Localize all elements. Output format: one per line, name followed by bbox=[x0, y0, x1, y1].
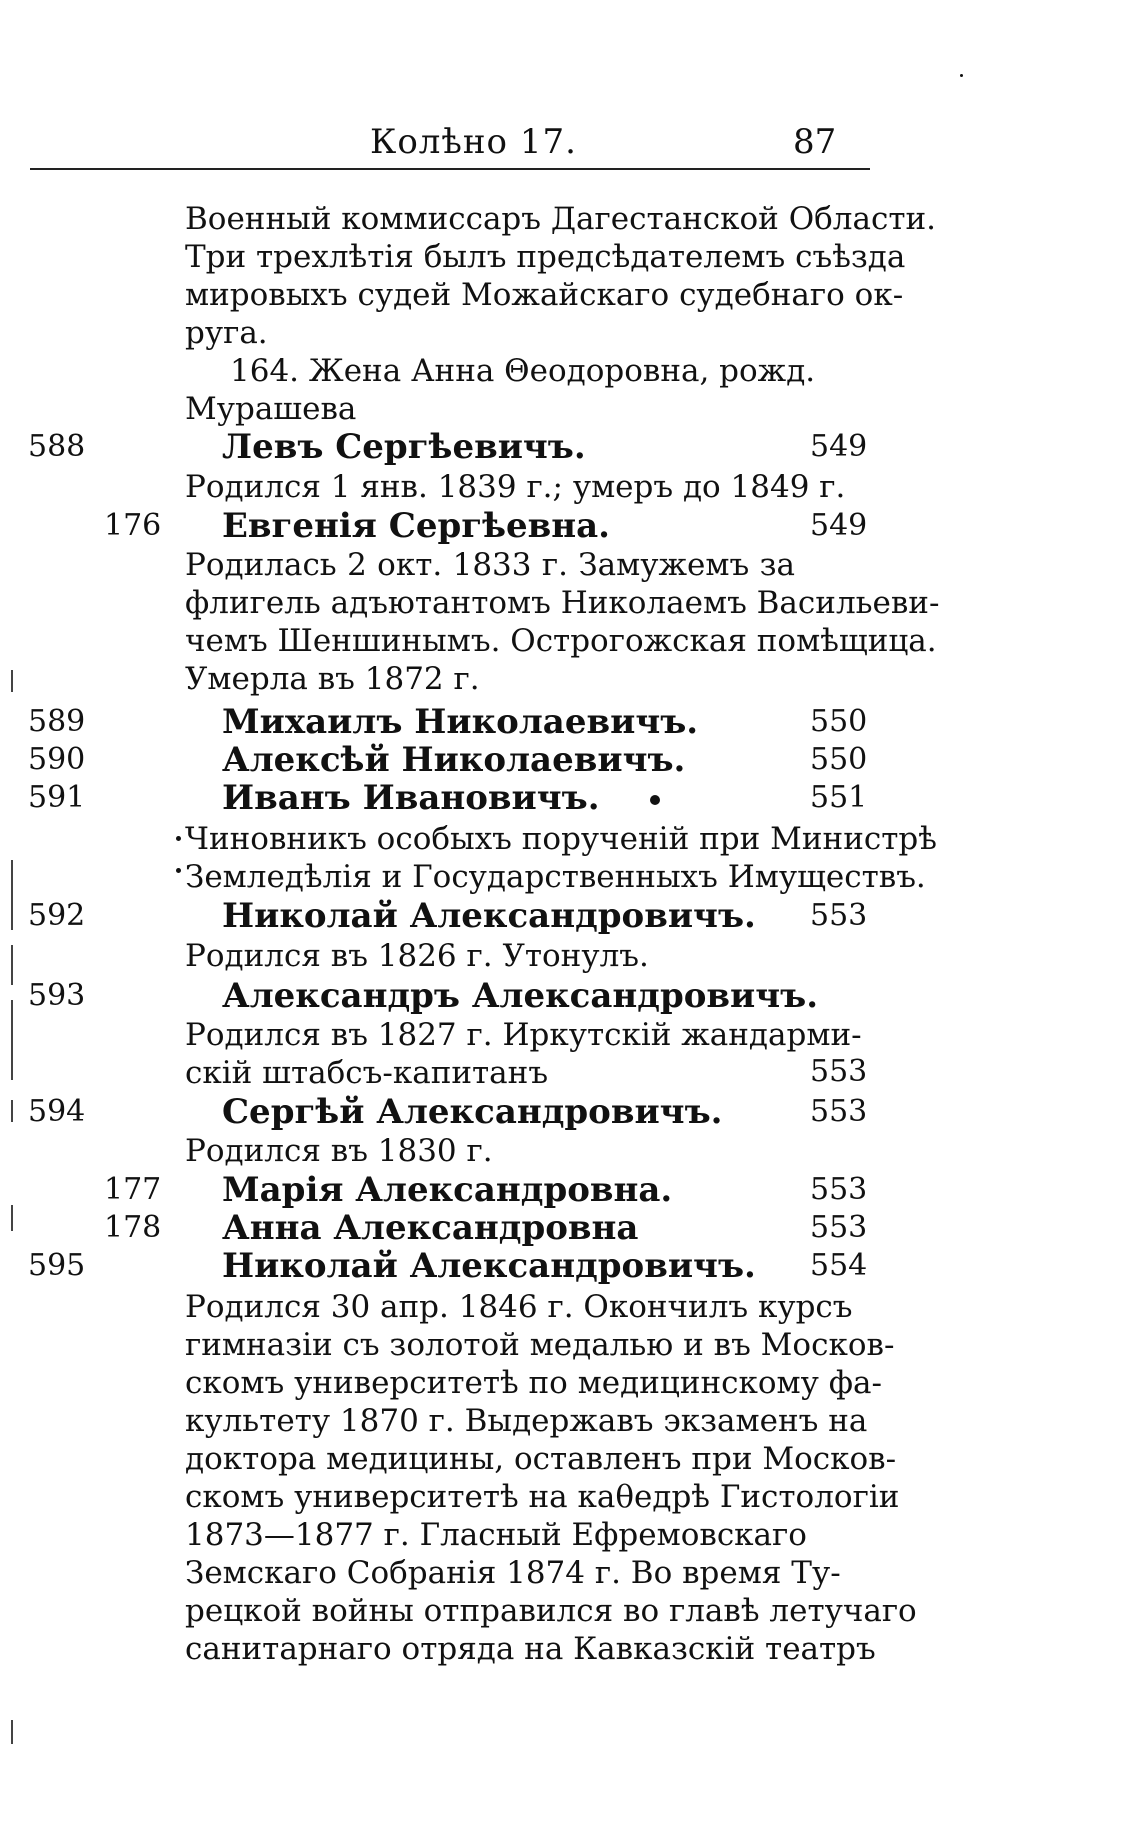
text-line: санитарнаго отряда на Кавказскій театръ bbox=[185, 1631, 876, 1667]
entry-number-right: 553 bbox=[810, 898, 868, 933]
margin-mark bbox=[11, 1100, 13, 1122]
text-line: Родилась 2 окт. 1833 г. Замужемъ за bbox=[185, 547, 795, 583]
margin-mark bbox=[11, 860, 13, 930]
person-name: Алексѣй Николаевичъ. bbox=[222, 740, 686, 780]
text-line: Родился въ 1827 г. Иркутскій жандарми- bbox=[185, 1017, 862, 1053]
entry-number-left: 588 bbox=[28, 429, 86, 464]
person-name: Николай Александровичъ. bbox=[222, 896, 756, 936]
entry-number-left: 590 bbox=[28, 742, 86, 777]
person-name: Евгенія Сергѣевна. bbox=[222, 506, 610, 546]
entry-number-right: 550 bbox=[810, 742, 868, 777]
text-line: Земскаго Собранія 1874 г. Во время Ту- bbox=[185, 1555, 841, 1591]
entry-number-right: 554 bbox=[810, 1248, 868, 1283]
person-name: Анна Александровна bbox=[222, 1208, 639, 1248]
person-name: Александръ Александровичъ. bbox=[222, 976, 819, 1016]
person-name: Николай Александровичъ. bbox=[222, 1246, 756, 1286]
text-line: руга. bbox=[185, 315, 268, 351]
margin-mark bbox=[11, 1720, 13, 1744]
text-line: флигель адъютантомъ Николаемъ Васильеви- bbox=[185, 585, 940, 621]
person-name: Иванъ Ивановичъ. bbox=[222, 778, 600, 818]
margin-mark bbox=[11, 1205, 13, 1231]
text-line: культету 1870 г. Выдержавъ экзаменъ на bbox=[185, 1403, 868, 1439]
entry-number-left: 592 bbox=[28, 898, 86, 933]
entry-number-left: 595 bbox=[28, 1248, 86, 1283]
text-line: чемъ Шеншинымъ. Острогожская помѣщица. bbox=[185, 623, 937, 659]
text-line: Родился въ 1830 г. bbox=[185, 1133, 493, 1169]
text-line: мировыхъ судей Можайскаго судебнаго ок- bbox=[185, 277, 904, 313]
text-line: Три трехлѣтія былъ предсѣдателемъ съѣзда bbox=[185, 239, 906, 275]
entry-number-left: 594 bbox=[28, 1094, 86, 1129]
person-name: Марія Александровна. bbox=[222, 1170, 673, 1210]
text-line: Мурашева bbox=[185, 391, 357, 427]
entry-number-right: 553 bbox=[810, 1094, 868, 1129]
person-name: Сергѣй Александровичъ. bbox=[222, 1092, 723, 1132]
text-line: Земледѣлія и Государственныхъ Имуществъ. bbox=[185, 859, 926, 895]
text-line: 1873—1877 г. Гласный Ефремовскаго bbox=[185, 1517, 807, 1553]
stray-mark bbox=[176, 868, 181, 873]
text-line: Военный коммиссаръ Дагестанской Области. bbox=[185, 201, 936, 237]
margin-mark bbox=[11, 945, 13, 985]
text-line: 164. Жена Анна Θеодоровна, рожд. bbox=[230, 353, 816, 389]
stray-mark bbox=[960, 74, 963, 77]
entry-number-left: 593 bbox=[28, 978, 86, 1013]
text-line: Родился въ 1826 г. Утонулъ. bbox=[185, 938, 649, 974]
entry-number-mid: 176 bbox=[104, 508, 162, 543]
entry-number-right: 549 bbox=[810, 429, 868, 464]
text-line: Родился 1 янв. 1839 г.; умеръ до 1849 г. bbox=[185, 469, 846, 505]
margin-mark bbox=[11, 1000, 13, 1080]
person-name: Левъ Сергѣевичъ. bbox=[222, 427, 586, 467]
entry-number-left: 591 bbox=[28, 780, 86, 815]
text-line: скій штабсъ-капитанъ bbox=[185, 1055, 549, 1091]
text-line: скомъ университетѣ по медицинскому фа- bbox=[185, 1365, 882, 1401]
stray-mark bbox=[176, 836, 181, 841]
text-line: Чиновникъ особыхъ порученій при Министрѣ bbox=[185, 821, 937, 857]
text-line: доктора медицины, оставленъ при Москов- bbox=[185, 1441, 897, 1477]
text-line: Умерла въ 1872 г. bbox=[185, 661, 480, 697]
entry-number-mid: 177 bbox=[104, 1172, 162, 1207]
header-rule bbox=[30, 168, 870, 170]
entry-number-right: 553 bbox=[810, 1172, 868, 1207]
bullet-mark bbox=[650, 795, 660, 805]
entry-number-right: 553 bbox=[810, 1054, 868, 1089]
text-line: Родился 30 апр. 1846 г. Окончилъ курсъ bbox=[185, 1289, 853, 1325]
person-name: Михаилъ Николаевичъ. bbox=[222, 702, 699, 742]
text-line: рецкой войны отправился во главѣ летучаго bbox=[185, 1593, 917, 1629]
entry-number-right: 553 bbox=[810, 1210, 868, 1245]
page-number: 87 bbox=[793, 122, 837, 162]
running-header-title: Колѣно 17. bbox=[370, 122, 577, 162]
entry-number-mid: 178 bbox=[104, 1210, 162, 1245]
margin-mark bbox=[11, 670, 13, 692]
text-line: скомъ университетѣ на каθедрѣ Гистологіи bbox=[185, 1479, 900, 1515]
entry-number-left: 589 bbox=[28, 704, 86, 739]
text-line: гимназіи съ золотой медалью и въ Москов- bbox=[185, 1327, 895, 1363]
entry-number-right: 551 bbox=[810, 780, 868, 815]
entry-number-right: 550 bbox=[810, 704, 868, 739]
entry-number-right: 549 bbox=[810, 508, 868, 543]
